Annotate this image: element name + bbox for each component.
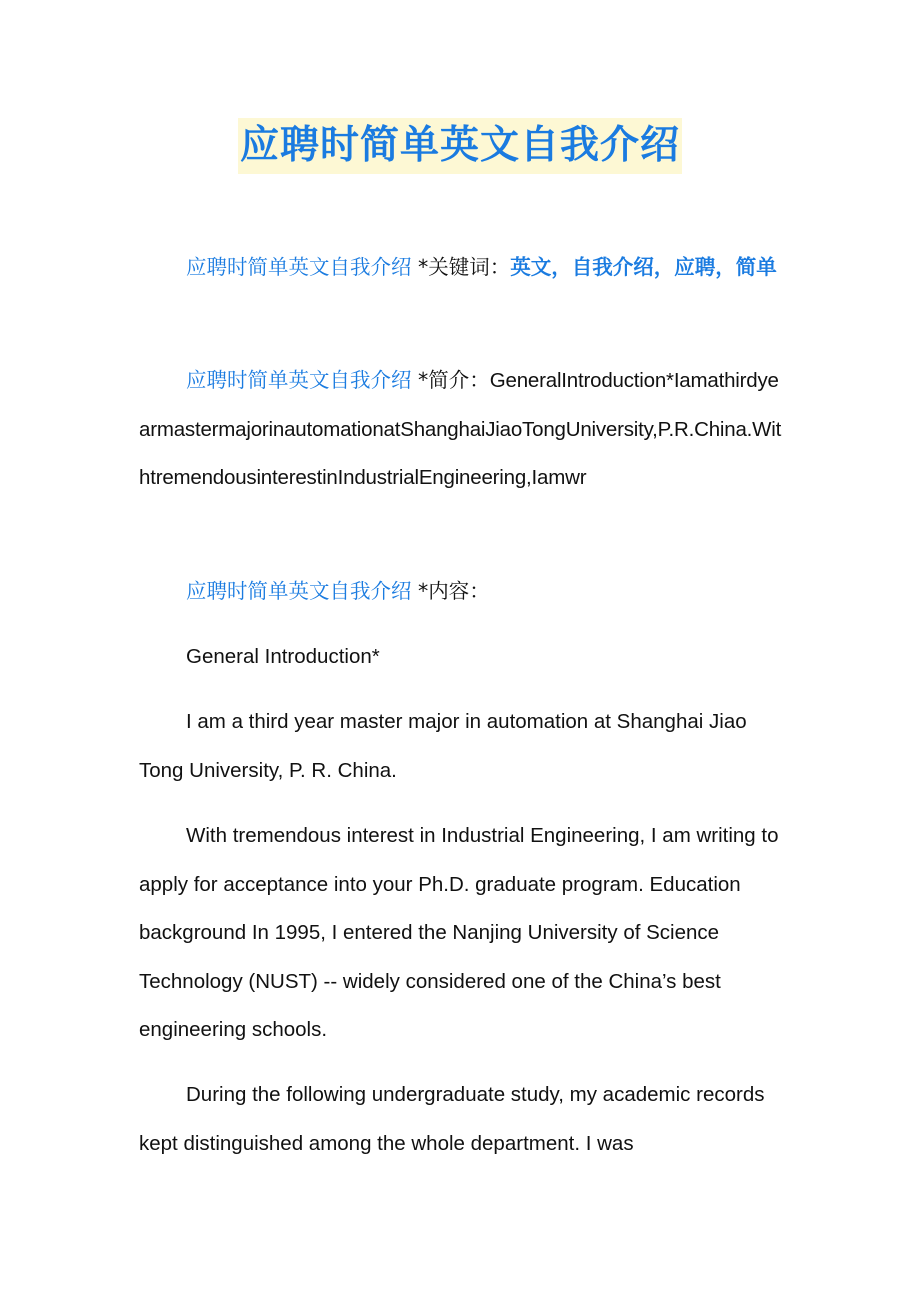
body-paragraph-1: General Introduction* <box>186 645 380 668</box>
body-paragraph-3: With tremendous interest in Industrial Engineering, I am writing to apply for acceptance into your Ph.D. graduate program. Education background In 1995, I entered the Nanjing University of Science Technology (NUST) -- widely considered one of the China’s best engineering schools. <box>139 824 779 1041</box>
keywords-label: *关键词： <box>411 255 511 279</box>
summary-paragraph <box>139 356 784 503</box>
keywords-terms: 英文，自我介绍，应聘，简单 <box>510 255 777 279</box>
summary-lead: 应聘时简单英文自我介绍 <box>186 368 412 392</box>
body-paragraph-4: During the following undergraduate study, my academic records kept distinguished among the whole department. I was <box>139 1083 765 1155</box>
keywords-lead: 应聘时简单英文自我介绍 <box>186 255 412 279</box>
content-lead: 应聘时简单英文自我介绍 <box>186 579 412 603</box>
body-paragraph-2: I am a third year master major in automation at Shanghai Jiao Tong University, P. R. China. <box>139 710 747 782</box>
document-title: 应聘时简单英文自我介绍 <box>238 118 682 174</box>
keywords-paragraph <box>139 243 784 292</box>
title-wrapper <box>0 118 920 174</box>
content-label: *内容： <box>411 579 490 603</box>
summary-text: GeneralIntroduction*IamathirdyearmastermajorinautomationatShanghaiJiaoTongUniversity,P.R.China.WithtremendousinterestinIndustrialEngineering,Iamwr <box>139 369 782 489</box>
summary-label: *简介： <box>411 368 490 392</box>
content-heading <box>139 567 784 617</box>
